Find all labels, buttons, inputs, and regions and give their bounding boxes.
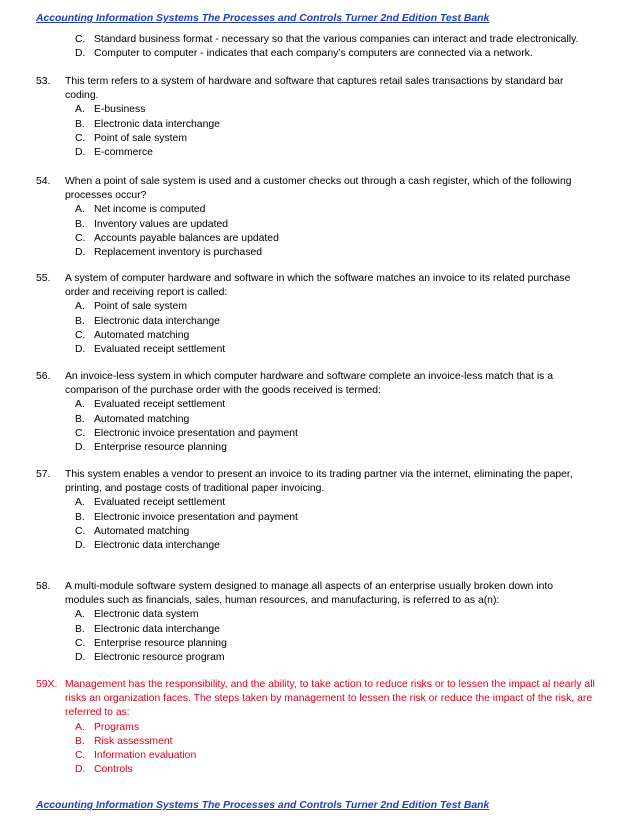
question-stem: An invoice-less system in which computer hardware and software complete an invoice-less match that is a comparison of the purchase order with the goods received is termed: xyxy=(65,371,553,397)
option-text: Enterprise resource planning xyxy=(94,637,227,649)
option xyxy=(0,398,638,412)
question-55 xyxy=(0,272,638,357)
option-text: Automated matching xyxy=(94,329,190,341)
question-stem: This system enables a vendor to present an invoice to its trading partner via the internet, eliminating the paper, printing, and postage costs of traditional paper invoicing. xyxy=(65,469,573,495)
option xyxy=(0,33,638,47)
option-letter: B. xyxy=(75,623,85,635)
option-text: Enterprise resource planning xyxy=(94,441,227,453)
question-number: 53. xyxy=(36,76,51,87)
question-57 xyxy=(0,468,638,553)
option xyxy=(0,203,638,217)
option-letter: D. xyxy=(75,246,86,258)
option-letter: C. xyxy=(75,232,86,244)
option xyxy=(0,763,638,777)
option-letter: B. xyxy=(75,218,85,230)
option xyxy=(0,637,638,651)
question-number: 55. xyxy=(36,273,51,284)
option xyxy=(0,118,638,132)
option-letter: D. xyxy=(75,441,86,453)
option-letter: A. xyxy=(75,204,85,216)
option-letter: A. xyxy=(75,301,85,313)
option xyxy=(0,146,638,160)
option-text: Computer to computer - indicates that each company’s computers are connected via a network. xyxy=(94,48,533,60)
option-letter: D. xyxy=(75,764,86,776)
option xyxy=(0,413,638,427)
option xyxy=(0,539,638,553)
option-text: Risk assessment xyxy=(94,735,173,747)
option-letter: B. xyxy=(75,413,85,425)
option-text: Automated matching xyxy=(94,525,190,537)
option-letter: A. xyxy=(75,104,85,116)
option-letter: C. xyxy=(75,427,86,439)
option-text: Electronic data interchange xyxy=(94,623,220,635)
option xyxy=(0,343,638,357)
option-letter: D. xyxy=(75,539,86,551)
question-number: 54. xyxy=(36,176,51,187)
question-54 xyxy=(0,175,638,260)
option xyxy=(0,232,638,246)
option-text: Programs xyxy=(94,721,140,733)
option xyxy=(0,735,638,749)
option-letter: A. xyxy=(75,609,85,621)
option-letter: A. xyxy=(75,497,85,509)
option-letter: A. xyxy=(75,721,85,733)
option-letter: B. xyxy=(75,511,85,523)
option-letter: B. xyxy=(75,118,85,130)
option-text: Evaluated receipt settlement xyxy=(94,343,226,355)
option-text: Electronic resource program xyxy=(94,651,225,663)
option xyxy=(0,132,638,146)
question-stem: A multi-module software system designed to manage all aspects of an enterprise usually broken down into modules such as financials, sales, human resources, and manufacturing, is referred to as a(n): xyxy=(65,581,554,607)
option-letter: D. xyxy=(75,146,86,158)
option xyxy=(0,315,638,329)
option-text: Controls xyxy=(94,764,133,776)
question-number: 56. xyxy=(36,371,51,382)
option xyxy=(0,103,638,117)
option xyxy=(0,441,638,455)
question-stem: This term refers to a system of hardware and software that captures retail sales transactions by standard bar coding. xyxy=(65,76,564,102)
option-text: Evaluated receipt settlement xyxy=(94,497,226,509)
option-letter: A. xyxy=(75,399,85,411)
option xyxy=(0,721,638,735)
carryover-options xyxy=(0,33,638,61)
option-text: Evaluated receipt settlement xyxy=(94,399,226,411)
option-letter: B. xyxy=(75,735,85,747)
option-text: Point of sale system xyxy=(94,132,187,144)
option-text: Electronic data interchange xyxy=(94,118,220,130)
option-text: Accounts payable balances are updated xyxy=(94,232,279,244)
question-number: 59X. xyxy=(36,679,58,690)
option xyxy=(0,749,638,763)
header-banner: Accounting Information Systems The Processes and Controls Turner 2nd Edition Test Bank xyxy=(36,13,490,24)
question-59x xyxy=(0,678,638,777)
option-letter: C. xyxy=(75,749,86,761)
option-text: Electronic data interchange xyxy=(94,539,220,551)
option-text: Point of sale system xyxy=(94,301,187,313)
option-letter: D. xyxy=(75,48,86,60)
option-text: Replacement inventory is purchased xyxy=(94,246,263,258)
option xyxy=(0,608,638,622)
footer-banner: Accounting Information Systems The Processes and Controls Turner 2nd Edition Test Bank xyxy=(36,800,490,811)
option-text: Standard business format - necessary so that the various companies can interact and trade electronically. xyxy=(94,34,579,45)
option-text: Electronic data system xyxy=(94,609,199,621)
option xyxy=(0,623,638,637)
option xyxy=(0,427,638,441)
option-text: Automated matching xyxy=(94,413,190,425)
option-letter: C. xyxy=(75,34,86,45)
question-58 xyxy=(0,580,638,665)
question-stem: Management has the responsibility, and the ability, to take action to reduce risks or to lessen the impact al nearly all risks an organization faces. The steps taken by management to lessen the risk or reduce the impact of the risk, are referred to as: xyxy=(65,679,595,719)
question-56 xyxy=(0,370,638,455)
option xyxy=(0,47,638,61)
option-text: E-business xyxy=(94,104,146,116)
option-text: Inventory values are updated xyxy=(94,218,229,230)
option-letter: D. xyxy=(75,343,86,355)
option xyxy=(0,329,638,343)
option-text: E-commerce xyxy=(94,146,153,158)
option-letter: C. xyxy=(75,329,86,341)
option xyxy=(0,246,638,260)
question-stem: When a point of sale system is used and a customer checks out through a cash register, which of the following processes occur? xyxy=(65,176,572,202)
question-number: 57. xyxy=(36,469,51,480)
question-number: 58. xyxy=(36,581,51,592)
option-letter: B. xyxy=(75,315,85,327)
option-text: Electronic data interchange xyxy=(94,315,220,327)
option xyxy=(0,525,638,539)
option-letter: C. xyxy=(75,637,86,649)
question-stem: A system of computer hardware and software in which the software matches an invoice to its related purchase order and receiving report is called: xyxy=(65,273,571,299)
option-letter: C. xyxy=(75,525,86,537)
option xyxy=(0,218,638,232)
option xyxy=(0,300,638,314)
option-text: Electronic invoice presentation and payment xyxy=(94,427,298,439)
option xyxy=(0,496,638,510)
option xyxy=(0,511,638,525)
question-53 xyxy=(0,75,638,160)
option-letter: D. xyxy=(75,651,86,663)
option-letter: C. xyxy=(75,132,86,144)
option xyxy=(0,651,638,665)
option-text: Electronic invoice presentation and payment xyxy=(94,511,298,523)
option-text: Net income is computed xyxy=(94,204,206,216)
option-text: Information evaluation xyxy=(94,749,197,761)
